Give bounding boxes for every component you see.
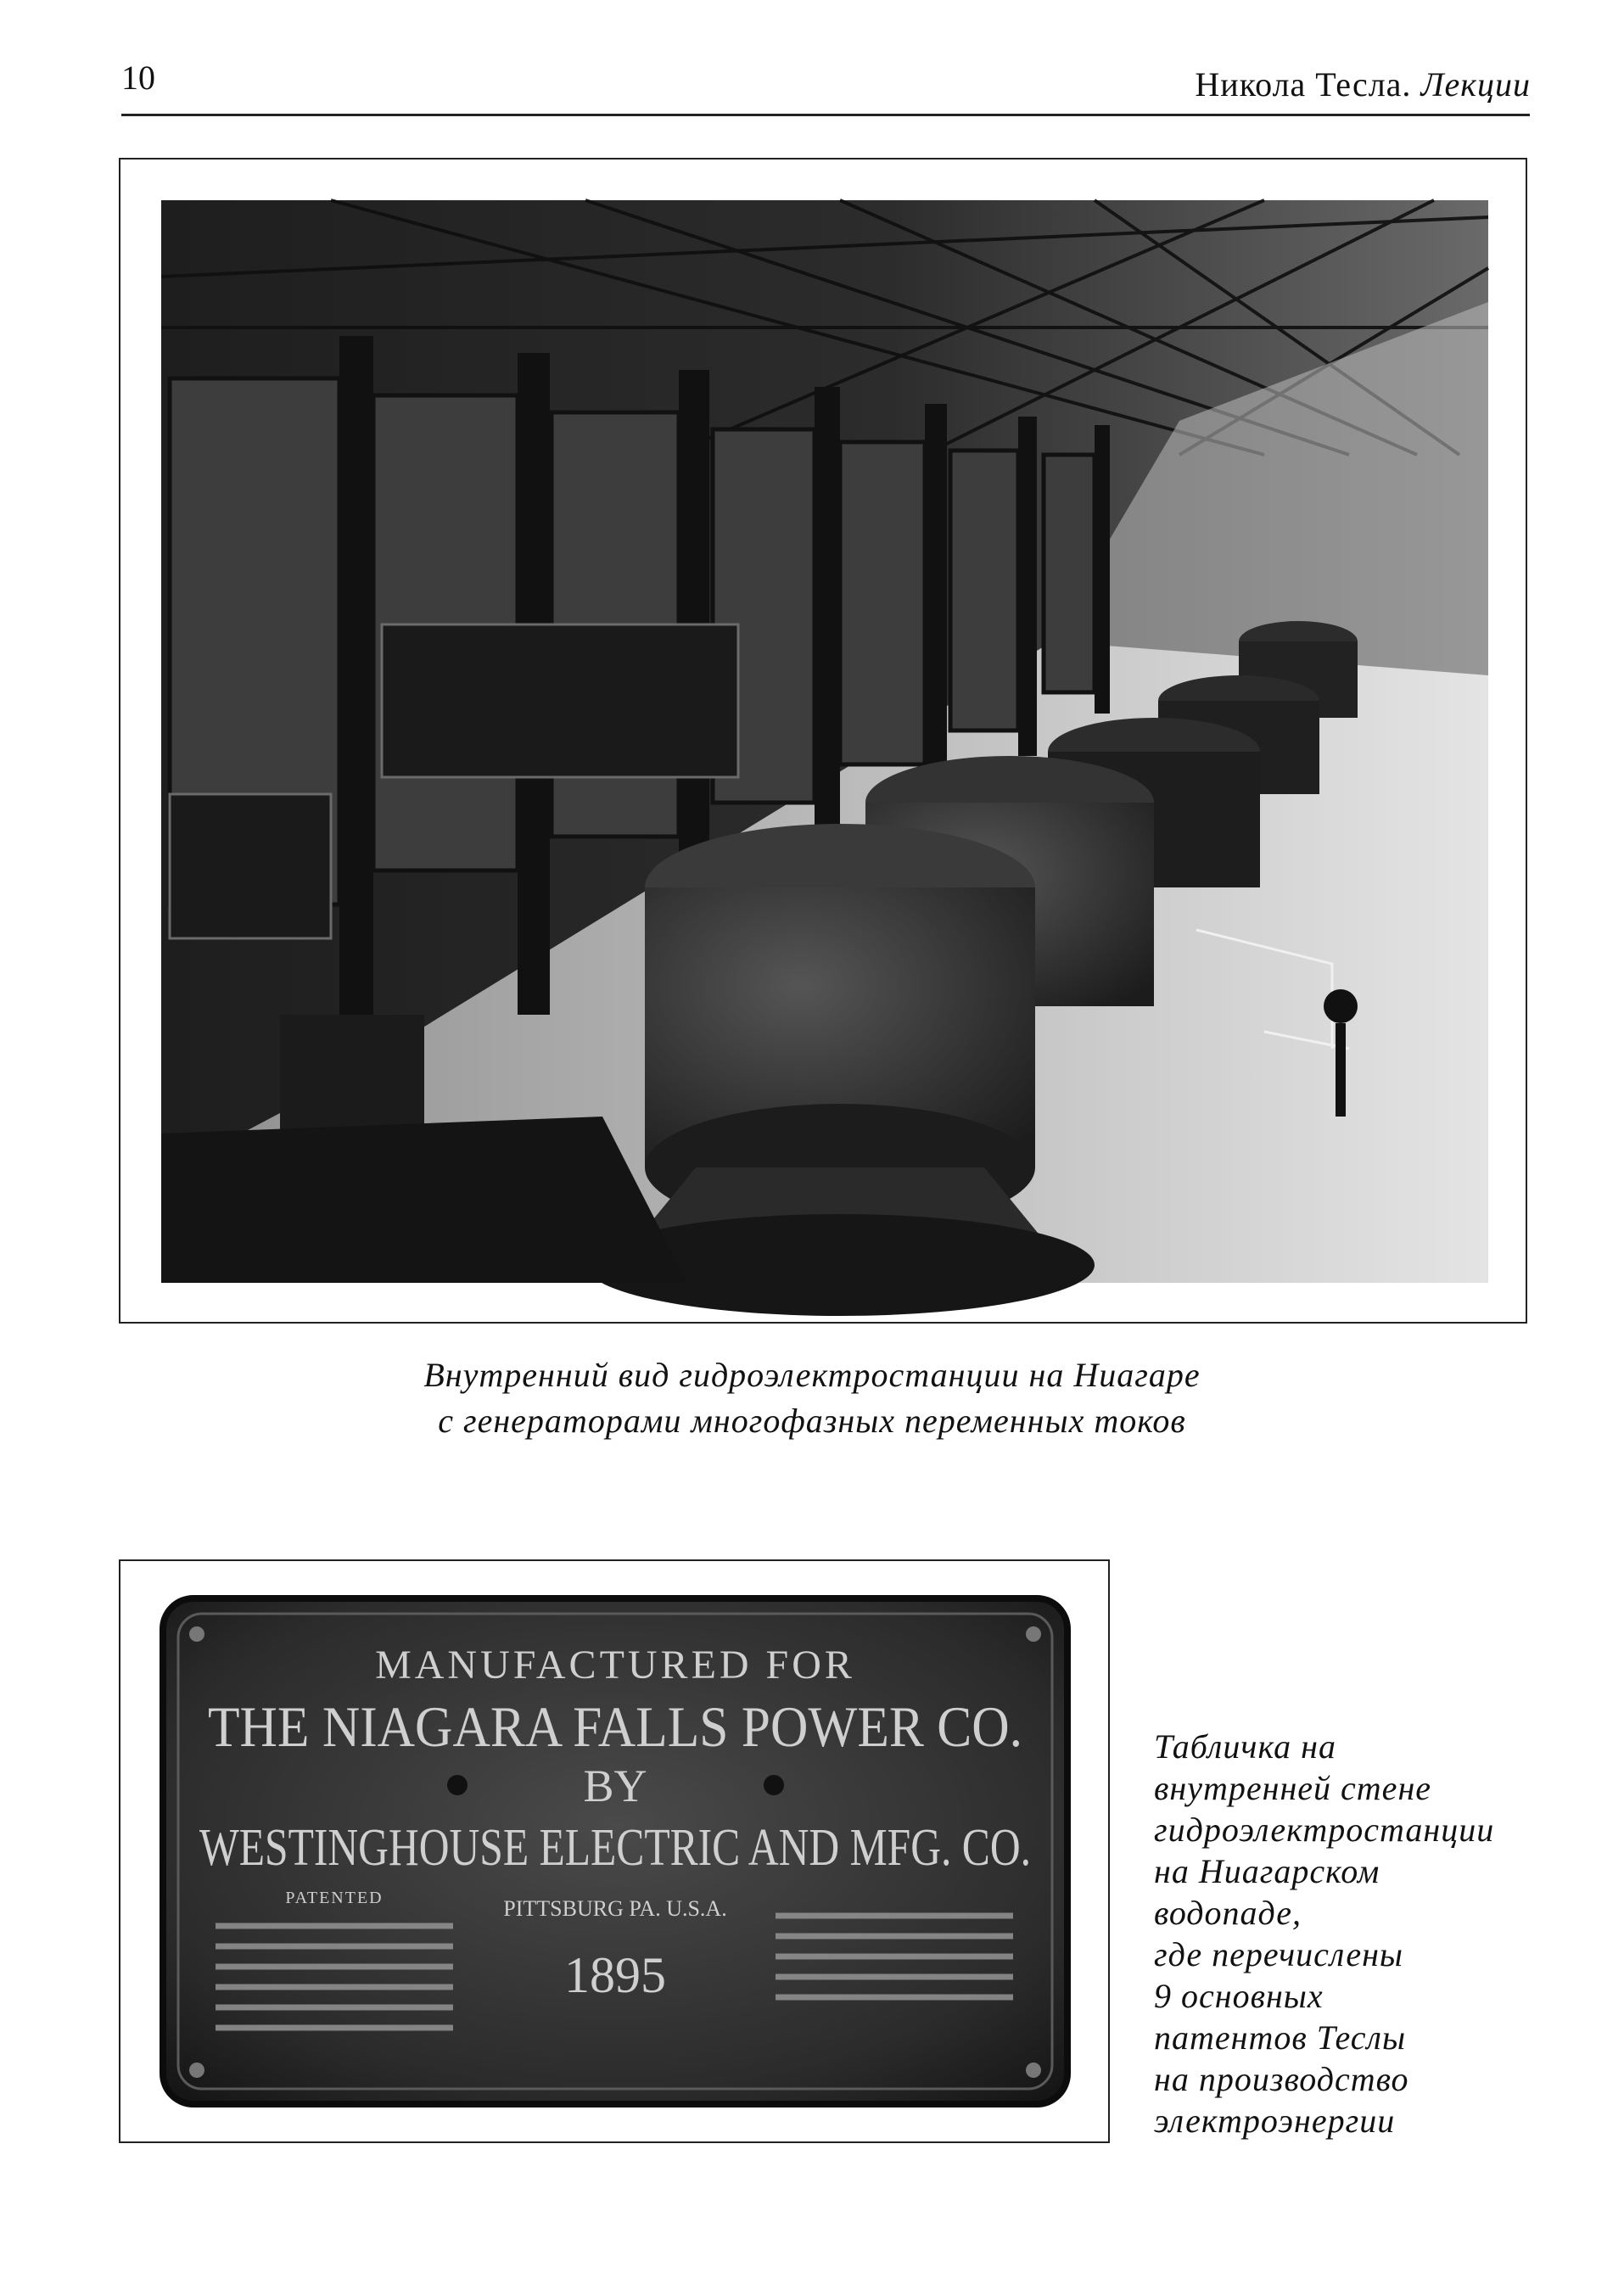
- plaque-line: WESTINGHOUSE ELECTRIC AND MFG. CO.: [199, 1819, 1031, 1877]
- plaque-ornament: [447, 1775, 468, 1795]
- header-rule: [121, 114, 1530, 116]
- figure1-caption: [0, 1352, 1624, 1444]
- power-station-photo: [161, 200, 1488, 1283]
- figure2-caption-line: 9 основных: [1154, 1977, 1324, 2015]
- running-head-work: Лекции: [1420, 65, 1531, 104]
- figure2-caption-line: внутренней стене: [1154, 1769, 1432, 1807]
- plaque-photo: [156, 1593, 1074, 2111]
- plaque-line: THE NIAGARA FALLS POWER CO.: [208, 1694, 1022, 1759]
- figure2-caption-line: водопаде,: [1154, 1894, 1302, 1932]
- figure-power-station: [119, 158, 1527, 1324]
- plaque-line: PITTSBURG PA. U.S.A.: [503, 1896, 727, 1921]
- figure2-caption: [1154, 1726, 1595, 2141]
- page-number: 10: [121, 59, 155, 97]
- figure1-caption-line: с генераторами многофазных переменных токов: [438, 1402, 1186, 1440]
- power-station-illustration: [161, 200, 1488, 1283]
- plaque-ornament: [764, 1775, 784, 1795]
- running-head-author: Никола Тесла.: [1195, 65, 1412, 104]
- figure2-caption-line: на Ниагарском: [1154, 1852, 1380, 1890]
- plaque-line: PATENTED: [285, 1889, 384, 1907]
- figure2-caption-line: где перечислены: [1154, 1935, 1404, 1973]
- plaque-rivet: [1026, 1626, 1041, 1642]
- plaque-line: BY: [583, 1760, 647, 1811]
- plaque-line: 1895: [564, 1947, 666, 2003]
- figure-plaque: [119, 1559, 1110, 2143]
- figure2-caption-line: электроэнергии: [1154, 2102, 1396, 2140]
- plaque-rivet: [1026, 2063, 1041, 2078]
- plaque-rivet: [189, 1626, 204, 1642]
- figure2-caption-line: Табличка на: [1154, 1727, 1337, 1766]
- figure1-caption-line: Внутренний вид гидроэлектростанции на Ниагаре: [423, 1356, 1201, 1394]
- running-head: [1195, 65, 1531, 104]
- plaque-rivet: [189, 2063, 204, 2078]
- plaque-line: MANUFACTURED FOR: [375, 1643, 855, 1688]
- figure2-caption-line: патентов Теслы: [1154, 2018, 1407, 2057]
- figure2-caption-line: на производство: [1154, 2060, 1409, 2098]
- plaque-illustration: [156, 1593, 1074, 2111]
- figure2-caption-line: гидроэлектростанции: [1154, 1811, 1495, 1849]
